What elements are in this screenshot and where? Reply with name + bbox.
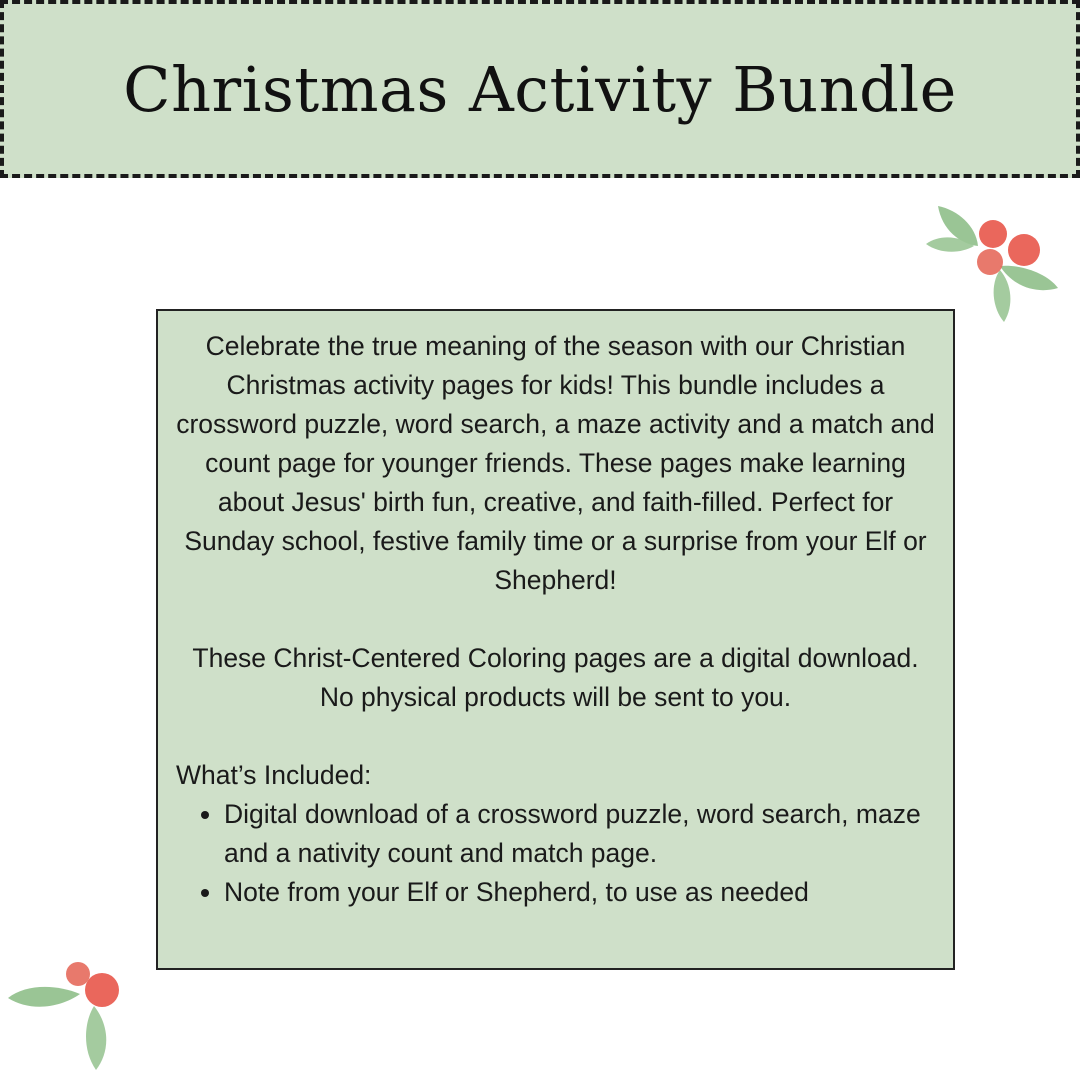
title-banner xyxy=(0,0,1080,178)
included-list xyxy=(176,795,935,912)
description-card xyxy=(156,309,955,970)
included-heading: What’s Included: xyxy=(176,760,372,790)
list-item: • Note from your Elf or Shepherd, to use as needed xyxy=(224,873,935,912)
description-paragraph: Celebrate the true meaning of the season with our Christian Christmas activity pages for kids! This bundle includes a crossword puzzle, word search, a maze activity and a match and count page for younger friends. These pages make learning about Jesus' birth fun, creative, and faith-filled. Perfect for Sunday school, festive family time or a surprise from your Elf or Shepherd! xyxy=(176,331,935,595)
disclaimer-paragraph: These Christ-Centered Coloring pages are a digital download. No physical products will be sent to you. xyxy=(192,643,919,712)
list-item: • Digital download of a crossword puzzle, word search, maze and a nativity count and match page. xyxy=(224,795,935,873)
holly-berries-icon xyxy=(4,956,134,1076)
page-title: Christmas Activity Bundle xyxy=(123,52,957,126)
berry-icon xyxy=(66,962,119,1007)
